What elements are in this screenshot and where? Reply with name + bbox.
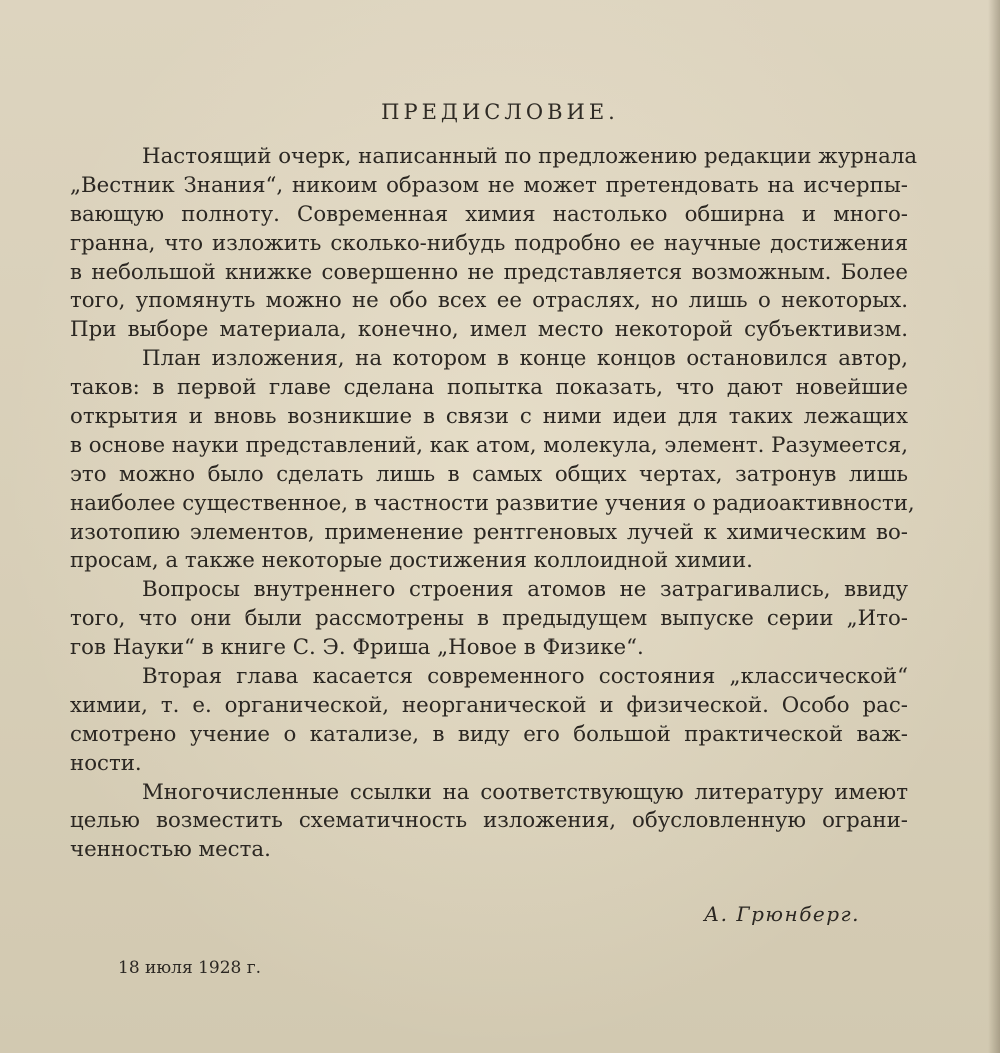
document-date: 18 июля 1928 г. xyxy=(118,958,262,978)
text-line: Настоящий очерк, написанный по предложению редакции журнала xyxy=(142,144,918,169)
preface-body xyxy=(70,143,918,865)
text-line: При выборе материала, конечно, имел место некоторой субъективизм. xyxy=(70,317,908,343)
text-line: ности. xyxy=(70,750,142,776)
text-line: химии, т. е. органической, неорганической и физической. Особо рас- xyxy=(70,692,908,718)
text-line: План изложения, на котором в конце концов остановился автор, xyxy=(142,346,908,372)
text-line: это можно было сделать лишь в самых общих чертах, затронув лишь xyxy=(70,461,908,487)
text-line: просам, а также некоторые достижения коллоидной химии. xyxy=(70,548,753,574)
text-line: таков: в первой главе сделана попытка показать, что дают новейшие xyxy=(70,375,908,401)
text-line: Вторая глава касается современного состояния „классической“ xyxy=(142,664,908,690)
text-line: смотрено учение о катализе, в виду его большой практической важ- xyxy=(70,721,908,747)
text-line: „Вестник Знания“, никоим образом не может претендовать на исчерпы- xyxy=(70,172,908,198)
text-line: Многочисленные ссылки на соответствующую литературу имеют xyxy=(142,779,908,805)
text-line: вающую полноту. Современная химия настолько обширна и много- xyxy=(70,201,908,227)
text-line: в основе науки представлений, как атом, молекула, элемент. Разумеется, xyxy=(70,432,909,458)
text-line: изотопию элементов, применение рентгеновых лучей к химическим во- xyxy=(70,519,908,545)
text-line: гов Науки“ в книге С. Э. Фриша „Новое в Физике“. xyxy=(70,635,644,661)
text-line: гранна, что изложить сколько-нибудь подробно ее научные достижения xyxy=(70,230,908,256)
text-line: целью возместить схематичность изложения, обусловленную ограни- xyxy=(70,808,908,834)
text-line: Вопросы внутреннего строения атомов не затрагивались, ввиду xyxy=(142,577,908,603)
text-line: в небольшой книжке совершенно не представляется возможным. Более xyxy=(70,259,908,285)
text-line: открытия и вновь возникшие в связи с ними идеи для таких лежащих xyxy=(70,404,908,430)
page-title: ПРЕДИСЛОВИЕ. xyxy=(381,100,619,124)
text-line: наиболее существенное, в частности развитие учения о радиоактивности, xyxy=(70,490,915,516)
text-line: того, что они были рассмотрены в предыдущем выпуске серии „Ито- xyxy=(70,606,908,632)
author-signature: А. Грюнберг. xyxy=(704,902,860,926)
text-line: ченностью места. xyxy=(70,837,271,863)
page-edge-shadow xyxy=(988,0,1000,1053)
text-line: того, упомянуть можно не обо всех ее отраслях, но лишь о некоторых. xyxy=(70,288,908,314)
